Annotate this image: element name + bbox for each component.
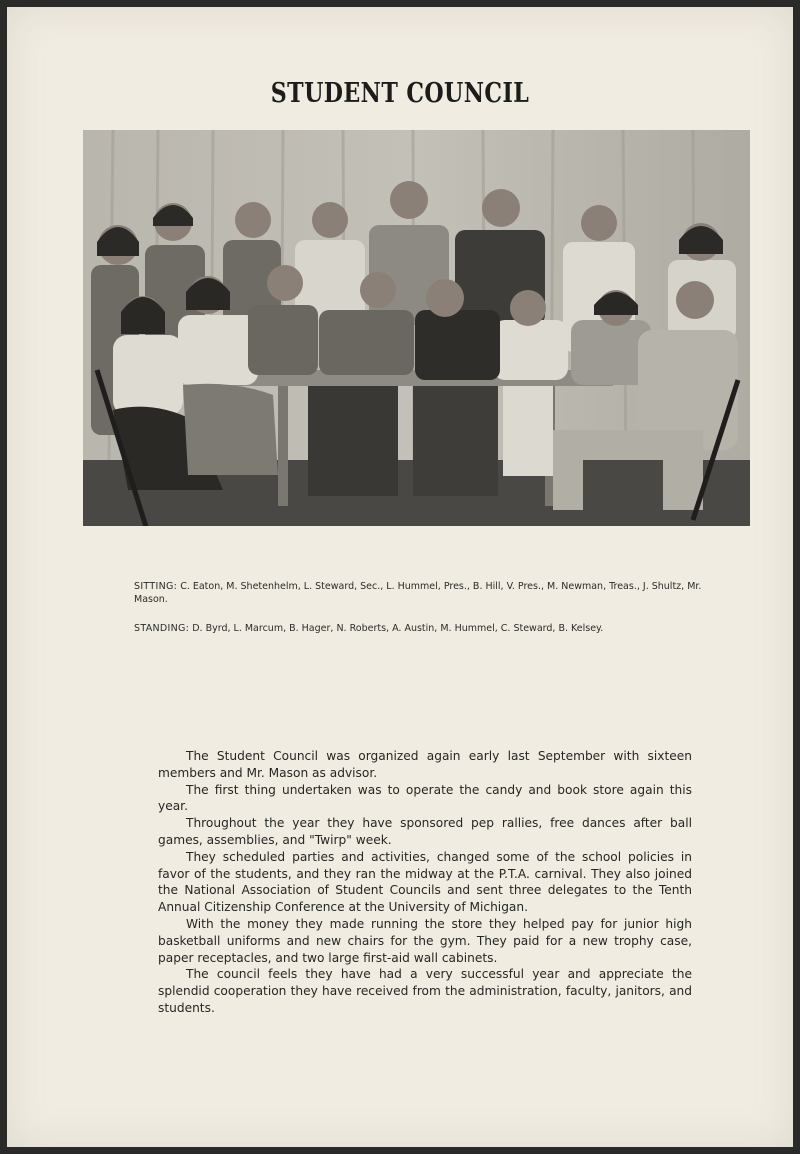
caption-standing-label: STANDING:	[134, 623, 190, 634]
caption-sitting	[134, 580, 734, 606]
caption-standing-text: D. Byrd, L. Marcum, B. Hager, N. Roberts, A. Austin, M. Hummel, C. Steward, B. Kelsey.	[192, 623, 604, 634]
paragraph: With the money they made running the store they helped pay for junior high basketball uniforms and new chairs for the gym. They paid for a new trophy case, paper receptacles, and two large first-aid wall cabinets.	[158, 916, 692, 965]
paragraph: The council feels they have had a very successful year and appreciate the splendid cooperation they have received from the administration, faculty, janitors, and students.	[158, 967, 692, 1015]
paragraph: The Student Council was organized again early last September with sixteen members and Mr. Mason as advisor.	[158, 749, 692, 780]
paragraph: The first thing undertaken was to operate the candy and book store again this year.	[158, 782, 692, 814]
caption-sitting-text: C. Eaton, M. Shetenhelm, L. Steward, Sec., L. Hummel, Pres., B. Hill, V. Pres., M. Newman, Treas., J. Shultz, Mr. Mason.	[134, 581, 702, 605]
page-title: STUDENT COUNCIL	[270, 78, 530, 109]
paragraph: They scheduled parties and activities, changed some of the school policies in favor of the students, and they ran the midway at the P.T.A. carnival. They also joined the National Association of Student Councils and sent three delegates to the Tenth Annual Citizenship Conference at the University of Michigan.	[158, 849, 692, 915]
caption-standing	[134, 622, 734, 635]
paragraph: Throughout the year they have sponsored pep rallies, free dances after ball games, assemblies, and "Twirp" week.	[158, 816, 692, 847]
article-body	[158, 748, 692, 1017]
photo-illustration	[83, 130, 750, 526]
group-photo	[83, 130, 750, 526]
caption-sitting-label: SITTING:	[134, 581, 178, 592]
